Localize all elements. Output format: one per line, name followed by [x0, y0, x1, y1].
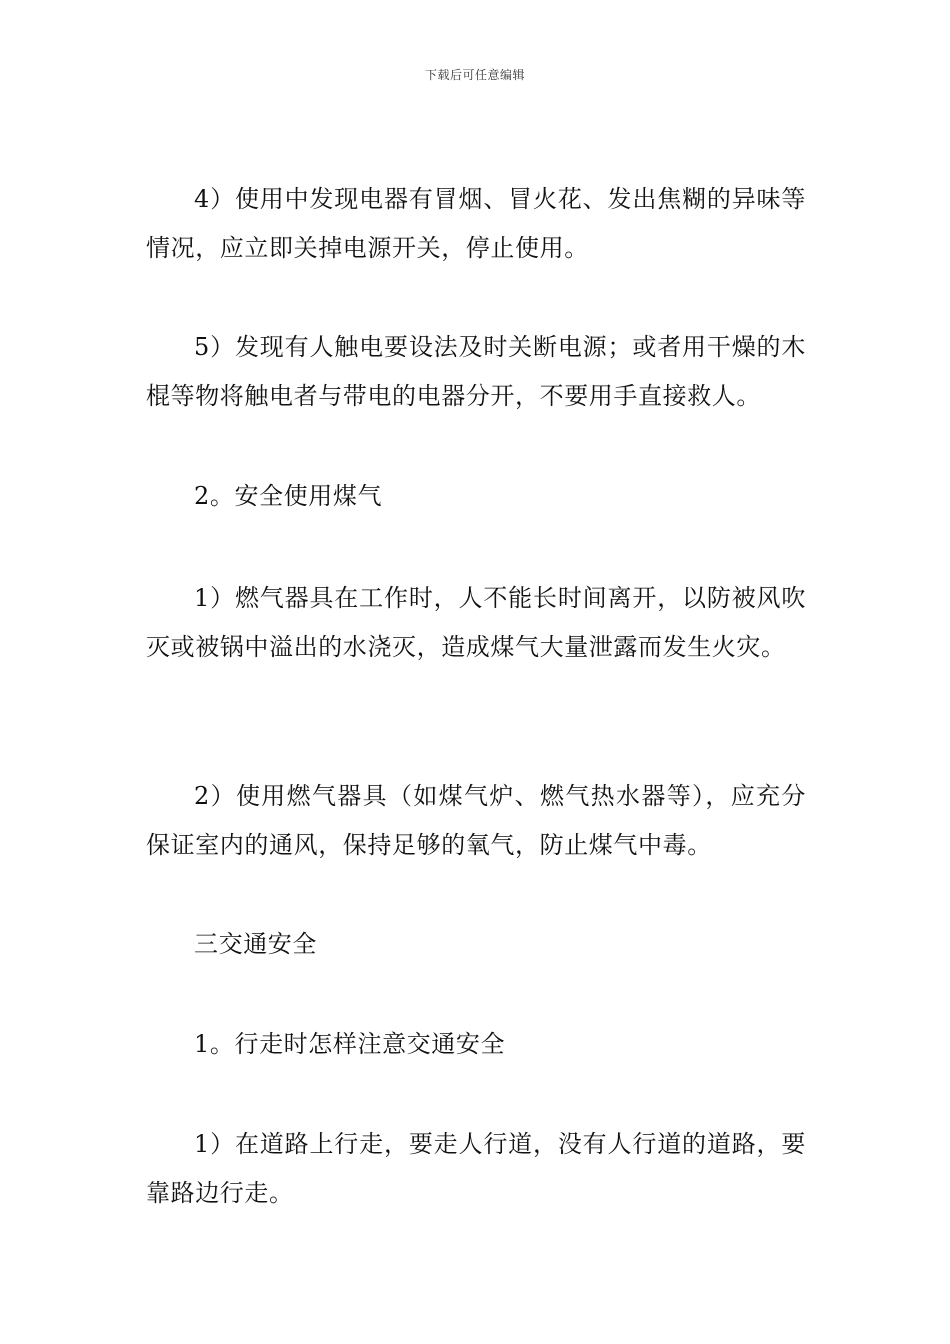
paragraph-electric-5: 5）发现有人触电要设法及时关断电源；或者用干燥的木棍等物将触电者与带电的电器分开，不要用手直接救人。: [146, 333, 806, 410]
paragraph-electric-4: 4）使用中发现电器有冒烟、冒火花、发出焦糊的异味等情况，应立即关掉电源开关，停止使用。: [146, 185, 806, 262]
section-heading-gas-safety: 2。安全使用煤气: [194, 482, 383, 510]
paragraph-gas-1: 1）燃气器具在工作时，人不能长时间离开，以防被风吹灭或被锅中溢出的水浇灭，造成煤气大量泄露而发生火灾。: [146, 584, 806, 661]
paragraph-walking-1: 1）在道路上行走，要走人行道，没有人行道的道路，要靠路边行走。: [146, 1130, 806, 1207]
page-header: 下载后可任意编辑: [424, 68, 525, 82]
section-heading-walking-safety: 1。行走时怎样注意交通安全: [194, 1030, 506, 1058]
paragraph-gas-2: 2）使用燃气器具（如煤气炉、燃气热水器等），应充分保证室内的通风，保持足够的氧气，防止煤气中毒。: [146, 782, 806, 859]
chapter-heading-traffic-safety: 三交通安全: [194, 930, 317, 958]
